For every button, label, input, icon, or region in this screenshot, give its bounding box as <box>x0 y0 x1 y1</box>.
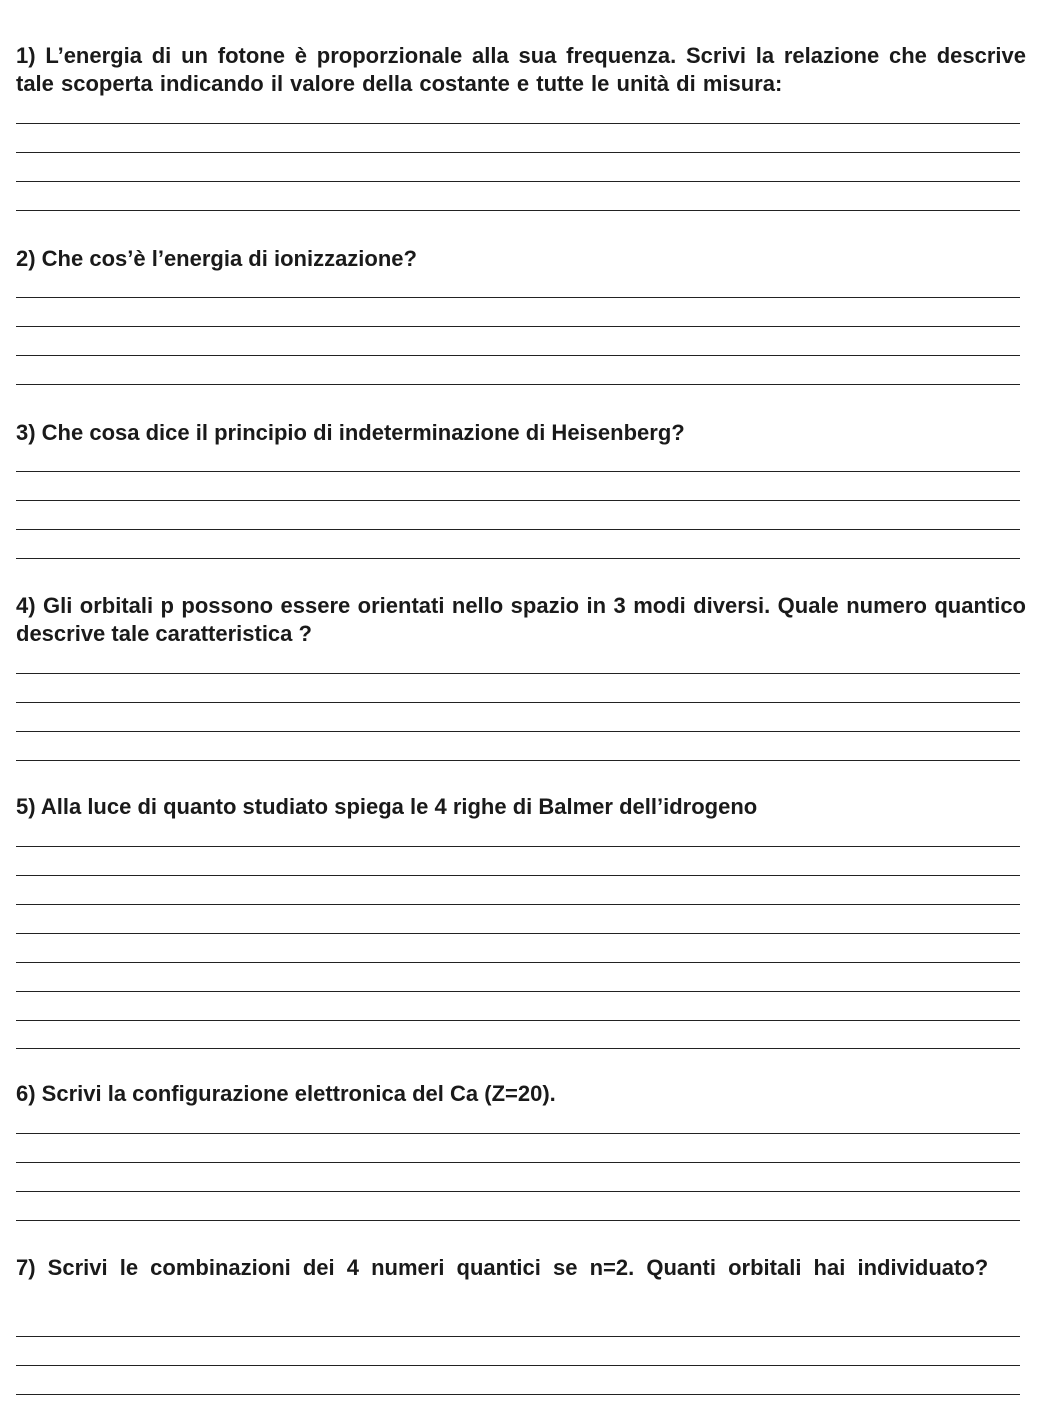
answer-line[interactable] <box>16 673 1020 674</box>
answer-line[interactable] <box>16 500 1020 501</box>
answer-line[interactable] <box>16 1048 1020 1049</box>
answer-line[interactable] <box>16 731 1020 732</box>
answer-line[interactable] <box>16 1133 1020 1134</box>
question-2-text: 2) Che cos’è l’energia di ionizzazione? <box>16 246 417 271</box>
answer-line[interactable] <box>16 384 1020 385</box>
answer-line[interactable] <box>16 558 1020 559</box>
question-4-text: 4) Gli orbitali p possono essere orientati nello spazio in 3 modi diversi. Quale numero quantico descrive tale caratteristica ? <box>16 593 1026 646</box>
answer-line[interactable] <box>16 355 1020 356</box>
answer-line[interactable] <box>16 326 1020 327</box>
question-6-text: 6) Scrivi la configurazione elettronica del Ca (Z=20). <box>16 1081 556 1106</box>
answer-line[interactable] <box>16 875 1020 876</box>
answer-line[interactable] <box>16 471 1020 472</box>
answer-line[interactable] <box>16 1336 1020 1337</box>
answer-line[interactable] <box>16 297 1020 298</box>
answer-line[interactable] <box>16 962 1020 963</box>
answer-line[interactable] <box>16 1365 1020 1366</box>
answer-line[interactable] <box>16 210 1020 211</box>
answer-line[interactable] <box>16 123 1020 124</box>
answer-line[interactable] <box>16 846 1020 847</box>
answer-line[interactable] <box>16 760 1020 761</box>
question-7-text: 7) Scrivi le combinazioni dei 4 numeri quantici se n=2. Quanti orbitali hai individuato? <box>16 1255 989 1280</box>
answer-line[interactable] <box>16 933 1020 934</box>
answer-line[interactable] <box>16 1162 1020 1163</box>
question-5-text: 5) Alla luce di quanto studiato spiega le 4 righe di Balmer dell’idrogeno <box>16 794 758 819</box>
answer-line[interactable] <box>16 702 1020 703</box>
answer-line[interactable] <box>16 529 1020 530</box>
answer-line[interactable] <box>16 1394 1020 1395</box>
answer-line[interactable] <box>16 1191 1020 1192</box>
answer-line[interactable] <box>16 1220 1020 1221</box>
answer-line[interactable] <box>16 904 1020 905</box>
answer-line[interactable] <box>16 991 1020 992</box>
question-3-text: 3) Che cosa dice il principio di indeterminazione di Heisenberg? <box>16 420 685 445</box>
answer-line[interactable] <box>16 152 1020 153</box>
question-1-text: 1) L’energia di un fotone è proporzionale alla sua frequenza. Scrivi la relazione che descrive tale scoperta indicando il valore della costante e tutte le unità di misura: <box>16 43 1026 96</box>
answer-line[interactable] <box>16 1020 1020 1021</box>
answer-line[interactable] <box>16 181 1020 182</box>
